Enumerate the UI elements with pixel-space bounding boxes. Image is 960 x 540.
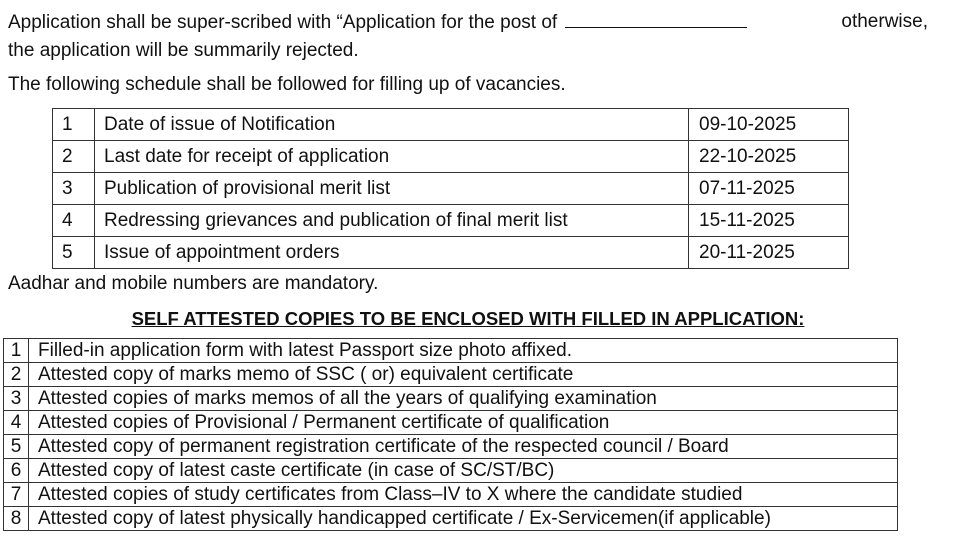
document-number: 8: [4, 507, 29, 531]
table-row: [53, 205, 849, 237]
schedule-event: Last date for receipt of application: [95, 141, 689, 173]
document-number: 4: [4, 411, 29, 435]
schedule-date: 09-10-2025: [689, 109, 849, 141]
document-item: Attested copy of marks memo of SSC ( or) equivalent certificate: [29, 363, 898, 387]
documents-heading: SELF ATTESTED COPIES TO BE ENCLOSED WITH FILLED IN APPLICATION:: [131, 308, 805, 329]
document-item: Attested copies of Provisional / Permanent certificate of qualification: [29, 411, 898, 435]
document-item: Filled-in application form with latest Passport size photo affixed.: [29, 339, 898, 363]
table-row: [4, 507, 898, 531]
schedule-number: 1: [53, 109, 95, 141]
schedule-table: [52, 108, 849, 269]
table-row: [4, 483, 898, 507]
table-row: [4, 459, 898, 483]
document-item: Attested copy of permanent registration certificate of the respected council / Board: [29, 435, 898, 459]
schedule-date: 15-11-2025: [689, 205, 849, 237]
schedule-date: 07-11-2025: [689, 173, 849, 205]
schedule-number: 5: [53, 237, 95, 269]
table-row: [4, 435, 898, 459]
document-item: Attested copies of marks memos of all the years of qualifying examination: [29, 387, 898, 411]
schedule-date: 20-11-2025: [689, 237, 849, 269]
document-number: 5: [4, 435, 29, 459]
table-row: [53, 237, 849, 269]
schedule-event: Publication of provisional merit list: [95, 173, 689, 205]
document-item: Attested copy of latest physically handicapped certificate / Ex-Servicemen(if applicable): [29, 507, 898, 531]
schedule-number: 4: [53, 205, 95, 237]
aadhar-mandatory-note: Aadhar and mobile numbers are mandatory.: [8, 273, 379, 294]
schedule-event: Redressing grievances and publication of final merit list: [95, 205, 689, 237]
superscribe-instruction: [8, 11, 928, 34]
document-item: Attested copies of study certificates from Class–IV to X where the candidate studied: [29, 483, 898, 507]
table-row: [53, 141, 849, 173]
table-row: [4, 387, 898, 411]
superscribe-prefix: Application shall be super-scribed with “Application for the post of: [8, 12, 558, 33]
rejection-notice: the application will be summarily rejected.: [8, 40, 359, 61]
document-number: 3: [4, 387, 29, 411]
document-number: 6: [4, 459, 29, 483]
schedule-intro: The following schedule shall be followed for filling up of vacancies.: [8, 74, 566, 95]
table-row: [53, 109, 849, 141]
schedule-event: Issue of appointment orders: [95, 237, 689, 269]
table-row: [4, 363, 898, 387]
document-number: 1: [4, 339, 29, 363]
schedule-number: 3: [53, 173, 95, 205]
schedule-number: 2: [53, 141, 95, 173]
table-row: [4, 339, 898, 363]
superscribe-suffix: otherwise,: [841, 11, 928, 32]
document-number: 2: [4, 363, 29, 387]
schedule-event: Date of issue of Notification: [95, 109, 689, 141]
table-row: [4, 411, 898, 435]
documents-table: [3, 338, 898, 531]
schedule-date: 22-10-2025: [689, 141, 849, 173]
table-row: [53, 173, 849, 205]
post-name-blank: [565, 11, 747, 28]
document-item: Attested copy of latest caste certificate (in case of SC/ST/BC): [29, 459, 898, 483]
document-number: 7: [4, 483, 29, 507]
